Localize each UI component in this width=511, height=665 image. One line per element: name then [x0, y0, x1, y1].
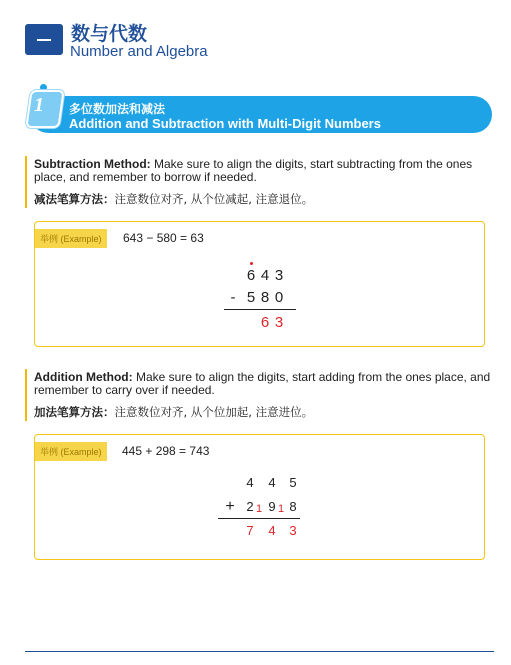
subtraction-accent-bar	[25, 156, 27, 208]
footer-rule	[25, 651, 494, 652]
borrow-dot-icon	[250, 262, 253, 265]
addition-top-digit: 5	[289, 475, 297, 490]
addition-method-cn	[34, 404, 313, 420]
section-number-badge	[25, 90, 64, 128]
addition-accent-bar	[25, 369, 27, 421]
subtraction-method-label: Subtraction Method:	[34, 157, 151, 171]
subtraction-bottom-digit: 5	[246, 289, 256, 306]
section-title-en: Addition and Subtraction with Multi-Digit Numbers	[69, 116, 381, 131]
carry-digit: 1	[278, 503, 285, 515]
addition-operator: +	[225, 498, 235, 515]
addition-bottom-digit: 2	[246, 499, 254, 514]
addition-method-text	[34, 371, 496, 397]
subtraction-method-text	[34, 158, 496, 184]
addition-example-box	[34, 434, 485, 560]
subtraction-rule	[224, 309, 296, 310]
subtraction-operator: -	[230, 289, 236, 306]
subtraction-example-tag: 举例 (Example)	[35, 229, 107, 248]
subtraction-method-body-cn: 注意数位对齐, 从个位减起, 注意退位。	[114, 192, 314, 206]
subtraction-top-digit: 3	[274, 267, 284, 284]
subtraction-top-digit: 4	[260, 267, 270, 284]
subtraction-bottom-digit: 8	[260, 289, 270, 306]
chapter-title-cn: 数与代数	[71, 23, 148, 45]
addition-bottom-digit: 8	[289, 499, 297, 514]
carry-digit: 1	[256, 503, 263, 515]
chapter-badge	[25, 24, 63, 55]
section-number: 1	[34, 94, 44, 116]
section-title-cn: 多位数加法和减法	[69, 102, 166, 116]
subtraction-equation: 643 − 580 = 63	[123, 231, 204, 245]
addition-equation: 445 + 298 = 743	[122, 444, 210, 458]
addition-method-body: Make sure to align the digits, start adding from the ones place, and remember to carry over if needed.	[34, 370, 491, 397]
subtraction-example-box	[34, 221, 485, 347]
subtraction-method-body: Make sure to align the digits, start subtracting from the ones place, and remember to borrow if needed.	[34, 157, 473, 184]
addition-example-tag: 举例 (Example)	[35, 442, 107, 461]
subtraction-bottom-digit: 0	[274, 289, 284, 306]
subtraction-result-digit: 6	[260, 314, 270, 331]
addition-result-digit: 3	[289, 523, 297, 538]
addition-method-label: Addition Method:	[34, 370, 133, 384]
addition-top-digit: 4	[268, 475, 276, 490]
addition-result-digit: 4	[268, 523, 276, 538]
addition-rule	[218, 518, 300, 519]
addition-method-body-cn: 注意数位对齐, 从个位加起, 注意进位。	[114, 405, 314, 419]
subtraction-method-label-cn: 减法笔算方法：	[34, 192, 115, 206]
addition-top-digit: 4	[246, 475, 254, 490]
subtraction-method-cn	[34, 191, 313, 207]
subtraction-result-digit: 3	[274, 314, 284, 331]
addition-bottom-digit: 9	[268, 499, 276, 514]
chapter-dash-icon	[37, 39, 51, 41]
chapter-title-en: Number and Algebra	[70, 43, 208, 60]
subtraction-top-digit: 6	[246, 267, 256, 284]
addition-method-label-cn: 加法笔算方法：	[34, 405, 115, 419]
addition-result-digit: 7	[246, 523, 254, 538]
